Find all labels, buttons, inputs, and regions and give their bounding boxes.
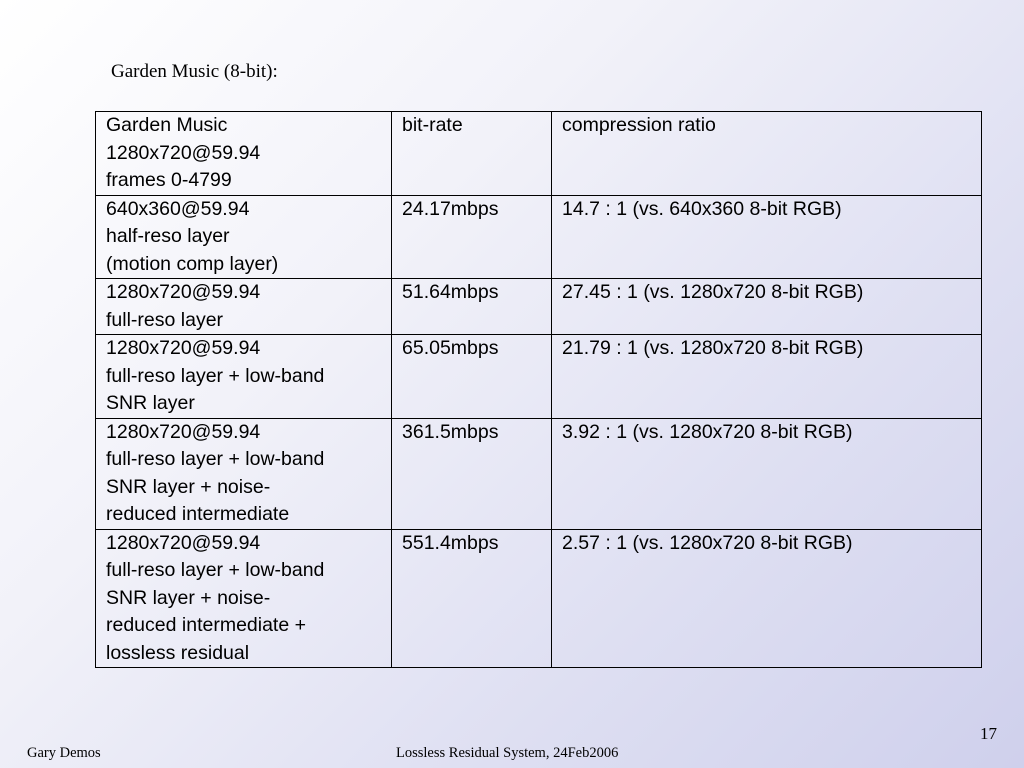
format-cell [96, 195, 392, 279]
format-line: SNR layer [106, 392, 195, 414]
format-line: 1280x720@59.94 [106, 141, 261, 164]
format-line: (motion comp layer) [106, 252, 279, 275]
format-line: 1280x720@59.94 [106, 337, 261, 359]
format-line: 640x360@59.94 [106, 197, 250, 220]
format-line: reduced intermediate + [106, 614, 306, 636]
format-line: half-reso layer [106, 225, 230, 247]
compression-ratio-cell: 14.7 : 1 (vs. 640x360 8-bit RGB) [552, 195, 982, 279]
format-cell [96, 279, 392, 335]
table-row [96, 195, 982, 279]
bitrate-cell: 24.17mbps [392, 195, 552, 279]
format-line: lossless residual [106, 641, 250, 664]
page-number: 17 [980, 724, 997, 743]
format-cell [96, 529, 392, 668]
table-row [96, 335, 982, 419]
bitrate-cell: 51.64mbps [392, 279, 552, 335]
format-line: full-reso layer + low-band [106, 448, 325, 470]
footer-author: Gary Demos [27, 745, 101, 761]
bitrate-cell: 551.4mbps [392, 529, 552, 668]
compression-ratio-cell: 21.79 : 1 (vs. 1280x720 8-bit RGB) [552, 335, 982, 419]
slide-title: Garden Music (8-bit): [111, 61, 278, 82]
format-line: full-reso layer + low-band [106, 364, 325, 387]
results-table [95, 111, 982, 668]
table-row [96, 529, 982, 668]
format-line: SNR layer + noise- [106, 475, 271, 498]
format-line: full-reso layer + low-band [106, 559, 325, 581]
table-row [96, 418, 982, 529]
table-header-row [96, 112, 982, 196]
table-row [96, 279, 982, 335]
format-line: Garden Music [106, 114, 228, 136]
bitrate-cell: 65.05mbps [392, 335, 552, 419]
compression-ratio-cell: 2.57 : 1 (vs. 1280x720 8-bit RGB) [552, 529, 982, 668]
format-line: full-reso layer [106, 308, 224, 331]
format-line: 1280x720@59.94 [106, 281, 261, 303]
compression-ratio-cell: 3.92 : 1 (vs. 1280x720 8-bit RGB) [552, 418, 982, 529]
bitrate-cell: bit-rate [392, 112, 552, 196]
results-table-body [96, 112, 982, 668]
format-line: SNR layer + noise- [106, 586, 271, 609]
compression-ratio-cell: 27.45 : 1 (vs. 1280x720 8-bit RGB) [552, 279, 982, 335]
format-cell [96, 335, 392, 419]
format-cell [96, 418, 392, 529]
format-line: 1280x720@59.94 [106, 420, 261, 443]
format-line: frames 0-4799 [106, 169, 232, 191]
format-cell [96, 112, 392, 196]
compression-ratio-cell: compression ratio [552, 112, 982, 196]
format-line: reduced intermediate [106, 503, 290, 525]
bitrate-cell: 361.5mbps [392, 418, 552, 529]
footer-center-text: Lossless Residual System, 24Feb2006 [396, 745, 619, 761]
format-line: 1280x720@59.94 [106, 531, 261, 554]
